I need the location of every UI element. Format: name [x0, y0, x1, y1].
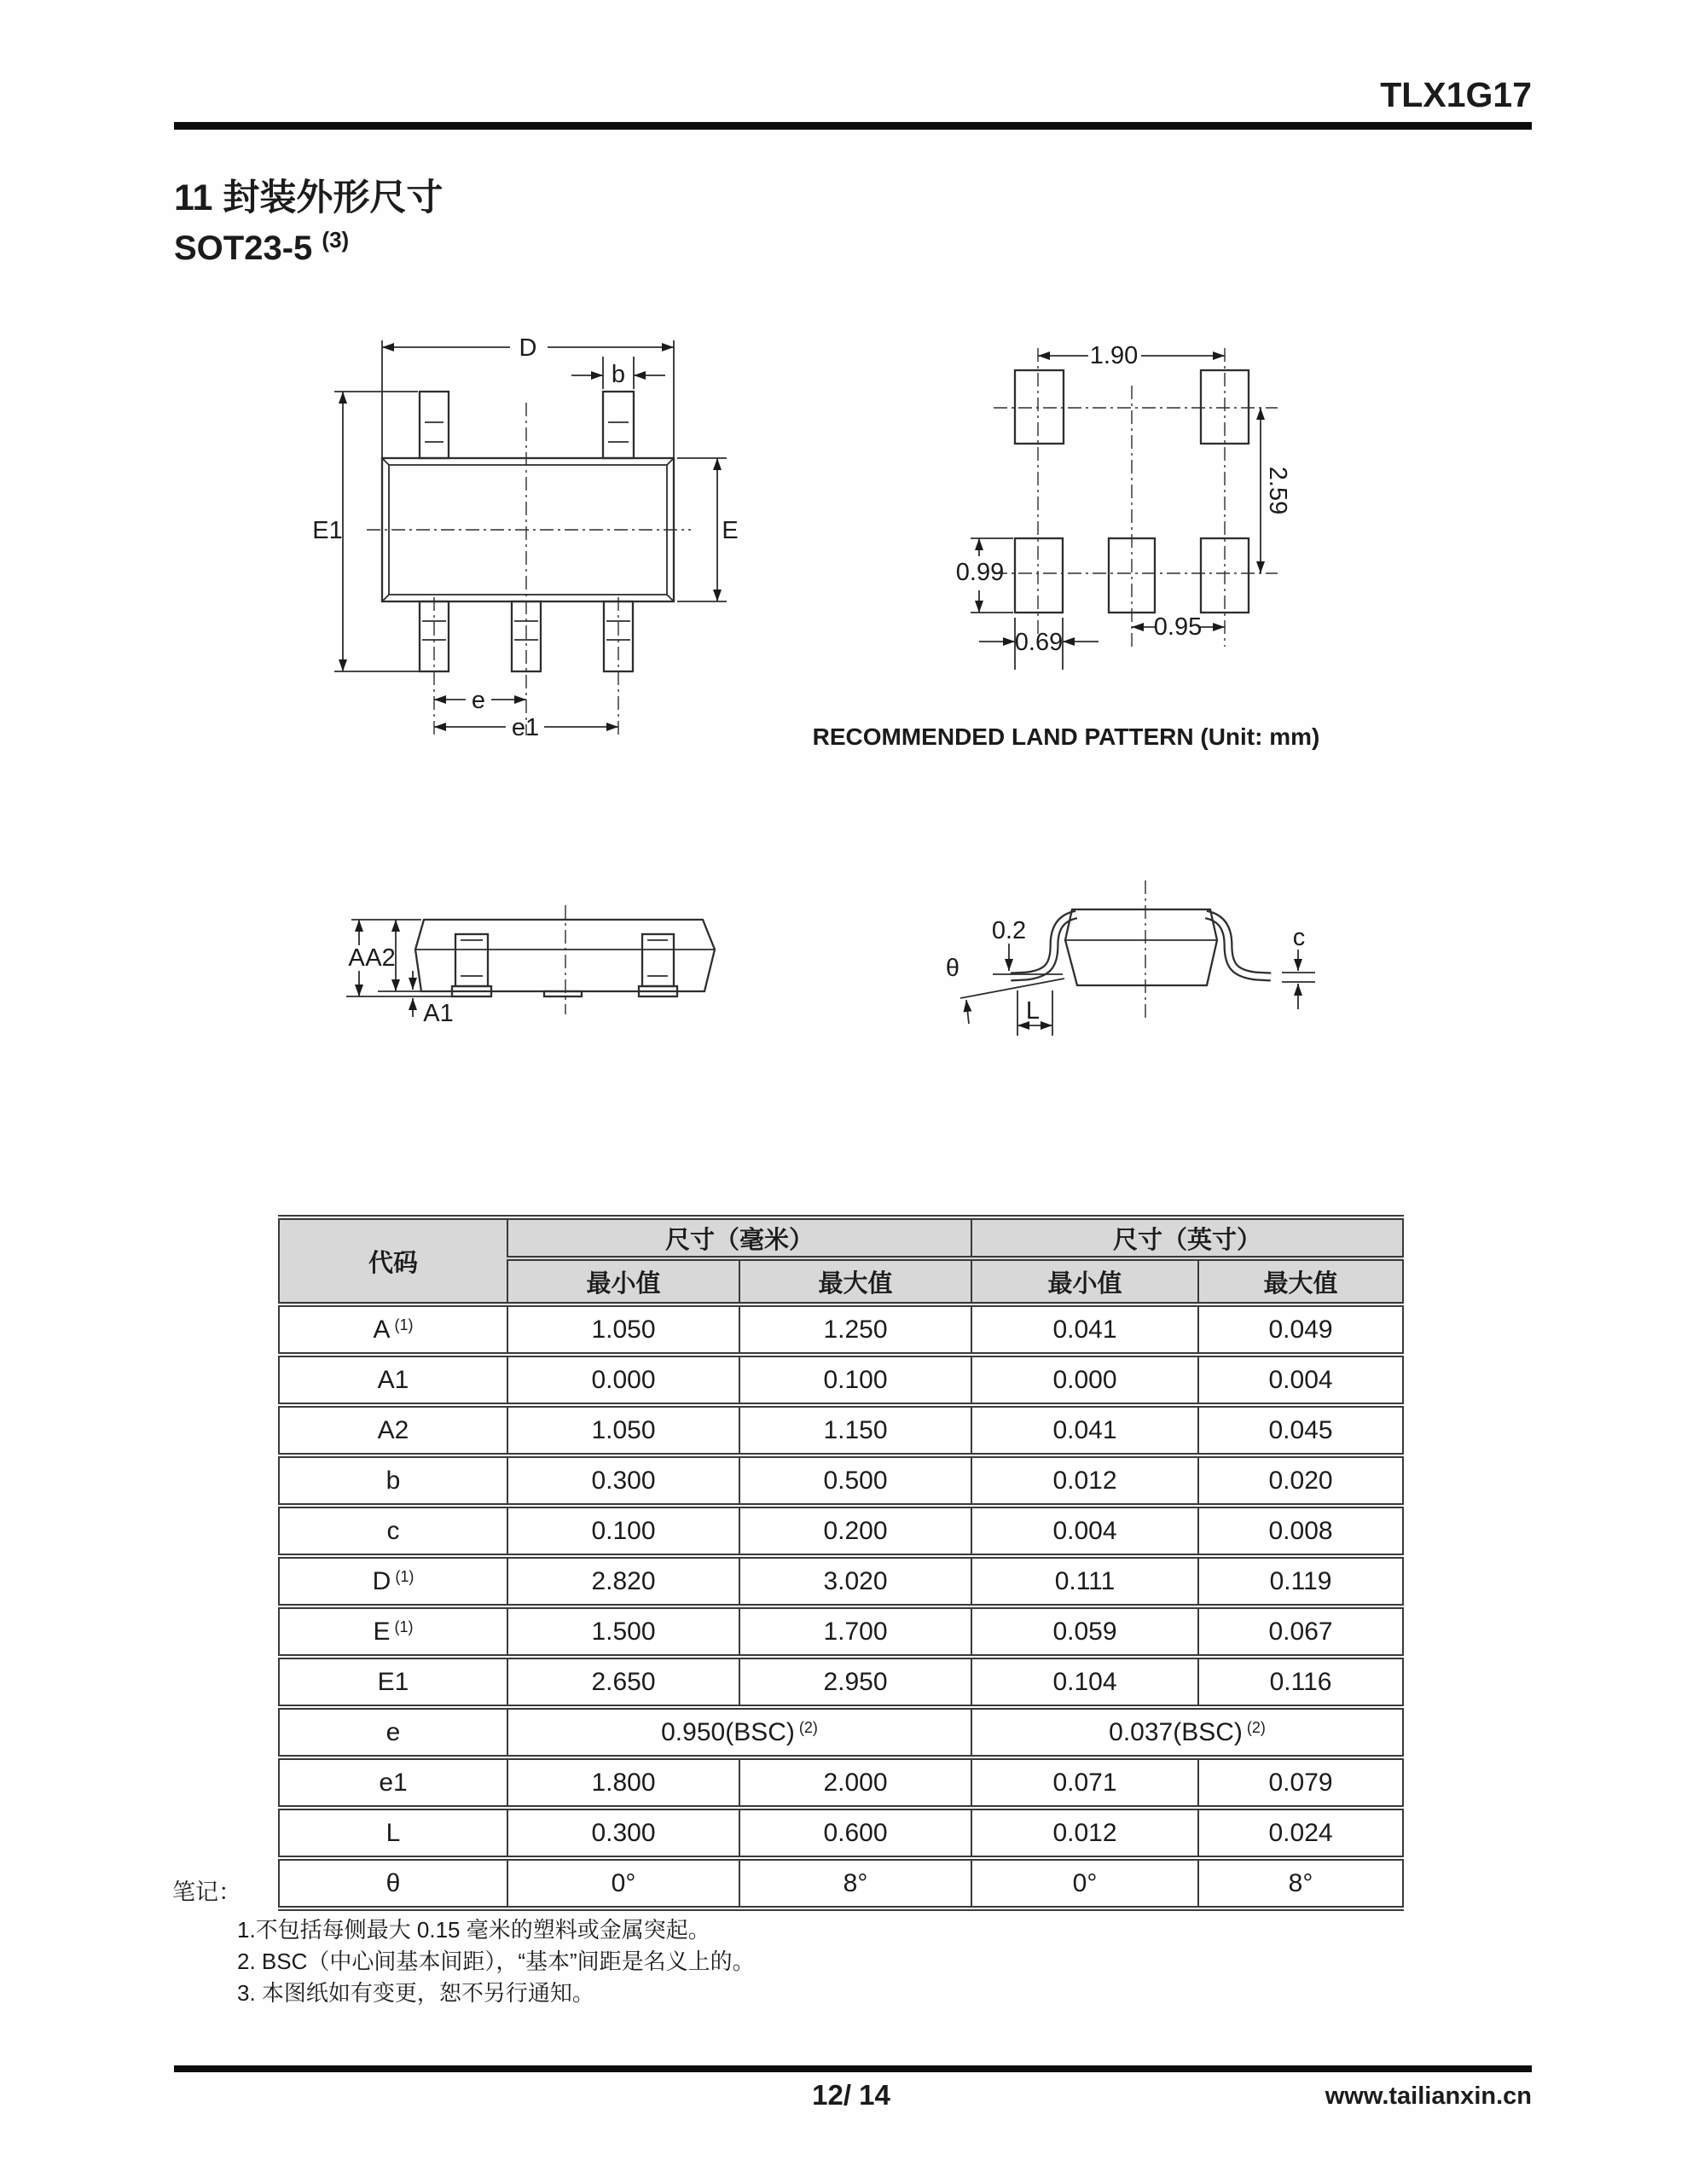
cell-inch-min: 0.071: [971, 1757, 1198, 1808]
website-url: www.tailianxin.cn: [1325, 2082, 1532, 2110]
table-row: [279, 1657, 1403, 1707]
package-name: SOT23-5: [174, 229, 313, 267]
theta-arrow: [966, 1000, 969, 1024]
cell-code: L: [279, 1808, 507, 1858]
table-row: [279, 1405, 1403, 1455]
cell-inch-min: 0.041: [971, 1405, 1198, 1455]
cell-mm-max: 0.100: [739, 1355, 971, 1405]
col-group-inch: 尺寸（英寸）: [971, 1217, 1403, 1258]
cell-mm-max: 0.600: [739, 1808, 971, 1858]
pad-bottom-center: [1109, 538, 1155, 613]
cell-code: A $^{(1)}$: [279, 1304, 507, 1355]
page-number: 12/ 14: [812, 2079, 890, 2111]
dim-label-a1: A1: [423, 1000, 454, 1027]
pad-centerlines-horizontal: [994, 408, 1278, 573]
dim-label-top-pitch: 1.90: [1089, 342, 1139, 369]
cell-mm-max: 0.500: [739, 1455, 971, 1506]
package-note-ref: (3): [322, 227, 350, 253]
cell-mm-min: 1.800: [507, 1757, 739, 1808]
table-row: [279, 1304, 1403, 1355]
cell-mm-min: 0°: [507, 1858, 739, 1908]
cell-inch-max: 0.004: [1198, 1355, 1403, 1405]
table-row: [279, 1707, 1403, 1757]
cell-code: A1: [279, 1355, 507, 1405]
lead-front-1: [455, 934, 488, 986]
cell-inch-min: 0.041: [971, 1304, 1198, 1355]
cell-code: b: [279, 1455, 507, 1506]
cell-mm-max: 8°: [739, 1858, 971, 1908]
footer-rule: [174, 2065, 1532, 2072]
dim-label-b: b: [611, 361, 626, 388]
cell-inch-max: 0.024: [1198, 1808, 1403, 1858]
note-line: 1.不包括每侧最大 0.15 毫米的塑料或金属突起。: [237, 1917, 710, 1943]
cell-inch-max: 8°: [1198, 1858, 1403, 1908]
col-header-inch-max: 最大值: [1198, 1258, 1403, 1304]
col-header-mm-min: 最小值: [507, 1258, 739, 1304]
cell-mm-max: 1.150: [739, 1405, 971, 1455]
cell-code: e: [279, 1707, 507, 1757]
dim-label-e-body: E: [722, 517, 739, 544]
theta-angle-line: [960, 979, 1064, 998]
cell-code: e1: [279, 1757, 507, 1808]
dimensions-table: [278, 1215, 1404, 1911]
cell-inch-min: 0°: [971, 1858, 1198, 1908]
note-line: 3. 本图纸如有变更，恕不另行通知。: [237, 1980, 594, 2006]
pad-bottom-left: [1015, 538, 1063, 613]
dim-label-a2: A2: [365, 944, 396, 972]
section-title: 封装外形尺寸: [223, 177, 443, 218]
cell-inch-max: 0.079: [1198, 1757, 1403, 1808]
table-header-row-1: [279, 1217, 1403, 1258]
dimensions-table-wrap: [278, 1215, 1404, 1911]
col-header-mm-max: 最大值: [739, 1258, 971, 1304]
land-pattern-drawing: [921, 341, 1305, 678]
col-header-code: 代码: [279, 1217, 507, 1304]
lead-marks: [461, 940, 668, 976]
notes-label: 笔记：: [172, 1879, 241, 1905]
cell-mm-max: 1.700: [739, 1606, 971, 1657]
dim-label-pad-height: 0.99: [955, 559, 1005, 586]
lead-front-2: [642, 934, 674, 986]
table-row: [279, 1355, 1403, 1405]
pad-top-left: [1015, 370, 1064, 444]
section-heading: [174, 169, 443, 221]
cell-inch-min: 0.012: [971, 1455, 1198, 1506]
cell-inch-max: 0.116: [1198, 1657, 1403, 1707]
cell-inch-max: 0.067: [1198, 1606, 1403, 1657]
body-outline: [1065, 909, 1217, 985]
cell-mm-max: 2.000: [739, 1757, 971, 1808]
cell-inch-min: 0.012: [971, 1808, 1198, 1858]
cell-mm-min: 2.650: [507, 1657, 739, 1707]
dim-e-extension: [677, 458, 727, 601]
dim-label-pad-width: 0.69: [1014, 629, 1064, 656]
cell-mm-min: 0.300: [507, 1455, 739, 1506]
cell-mm-min: 0.300: [507, 1808, 739, 1858]
dim-label-thickness: c: [1292, 924, 1306, 951]
dim-thickness-refs: [1282, 973, 1315, 982]
cell-mm-min: 1.050: [507, 1304, 739, 1355]
cell-inch-min: 0.104: [971, 1657, 1198, 1707]
notes-list: [237, 1914, 755, 2009]
package-top-view-drawing: [307, 333, 751, 759]
cell-inch-max: 0.119: [1198, 1556, 1403, 1606]
cell-inch-span: 0.037(BSC) $^{(2)}$: [971, 1707, 1403, 1757]
cell-code: θ: [279, 1858, 507, 1908]
dim-label-bottom-pitch: 0.95: [1153, 613, 1203, 641]
dim-label-pitch-total: e1: [511, 714, 540, 741]
dim-label-standoff: 0.2: [991, 917, 1027, 944]
bottom-pin-1: [420, 601, 449, 671]
cell-inch-min: 0.059: [971, 1606, 1198, 1657]
table-row: [279, 1556, 1403, 1606]
table-row: [279, 1455, 1403, 1506]
land-pattern-caption: RECOMMENDED LAND PATTERN (Unit: mm): [812, 723, 1320, 750]
center-tab: [544, 991, 582, 996]
bottom-pin-3: [604, 601, 633, 671]
cell-inch-max: 0.049: [1198, 1304, 1403, 1355]
cell-mm-min: 2.820: [507, 1556, 739, 1606]
cell-inch-max: 0.020: [1198, 1455, 1403, 1506]
table-row: [279, 1506, 1403, 1556]
dim-label-theta: θ: [945, 955, 960, 982]
table-row: [279, 1858, 1403, 1908]
header-rule: [174, 122, 1532, 130]
dim-label-col-height: 2.59: [1264, 466, 1291, 515]
cell-inch-min: 0.004: [971, 1506, 1198, 1556]
pad-centerlines-vertical: [1038, 348, 1225, 647]
dim-label-d: D: [519, 334, 537, 362]
cell-mm-span: 0.950(BSC) $^{(2)}$: [507, 1707, 971, 1757]
top-pin-right: [603, 392, 634, 458]
package-side-view-drawing: [333, 896, 733, 1037]
section-number: 11: [174, 177, 213, 218]
cell-mm-min: 1.050: [507, 1405, 739, 1455]
cell-code: D $^{(1)}$: [279, 1556, 507, 1606]
dimension-table-body: [279, 1304, 1403, 1908]
doc-title: TLX1G17: [1380, 75, 1532, 114]
dim-label-a: A: [348, 944, 365, 972]
table-row: [279, 1606, 1403, 1657]
cell-mm-max: 1.250: [739, 1304, 971, 1355]
cell-inch-max: 0.008: [1198, 1506, 1403, 1556]
cell-mm-min: 1.500: [507, 1606, 739, 1657]
col-header-inch-min: 最小值: [971, 1258, 1198, 1304]
cell-inch-min: 0.000: [971, 1355, 1198, 1405]
cell-code: E $^{(1)}$: [279, 1606, 507, 1657]
package-subtitle: [174, 227, 349, 268]
cell-mm-min: 0.000: [507, 1355, 739, 1405]
top-pin-left: [420, 392, 449, 458]
cell-code: c: [279, 1506, 507, 1556]
dim-label-foot: L: [1025, 997, 1041, 1025]
table-row: [279, 1808, 1403, 1858]
dim-label-pitch: e: [471, 687, 486, 714]
cell-mm-max: 0.200: [739, 1506, 971, 1556]
cell-code: E1: [279, 1657, 507, 1707]
cell-mm-min: 0.100: [507, 1506, 739, 1556]
cell-inch-max: 0.045: [1198, 1405, 1403, 1455]
package-end-view-drawing: [938, 879, 1330, 1037]
note-line: 2. BSC（中心间基本间距），“基本”间距是名义上的。: [237, 1949, 755, 1974]
cell-mm-max: 3.020: [739, 1556, 971, 1606]
table-row: [279, 1757, 1403, 1808]
cell-mm-max: 2.950: [739, 1657, 971, 1707]
col-group-mm: 尺寸（毫米）: [507, 1217, 971, 1258]
cell-code: A2: [279, 1405, 507, 1455]
cell-inch-min: 0.111: [971, 1556, 1198, 1606]
dim-label-e1-body: E1: [312, 517, 343, 544]
